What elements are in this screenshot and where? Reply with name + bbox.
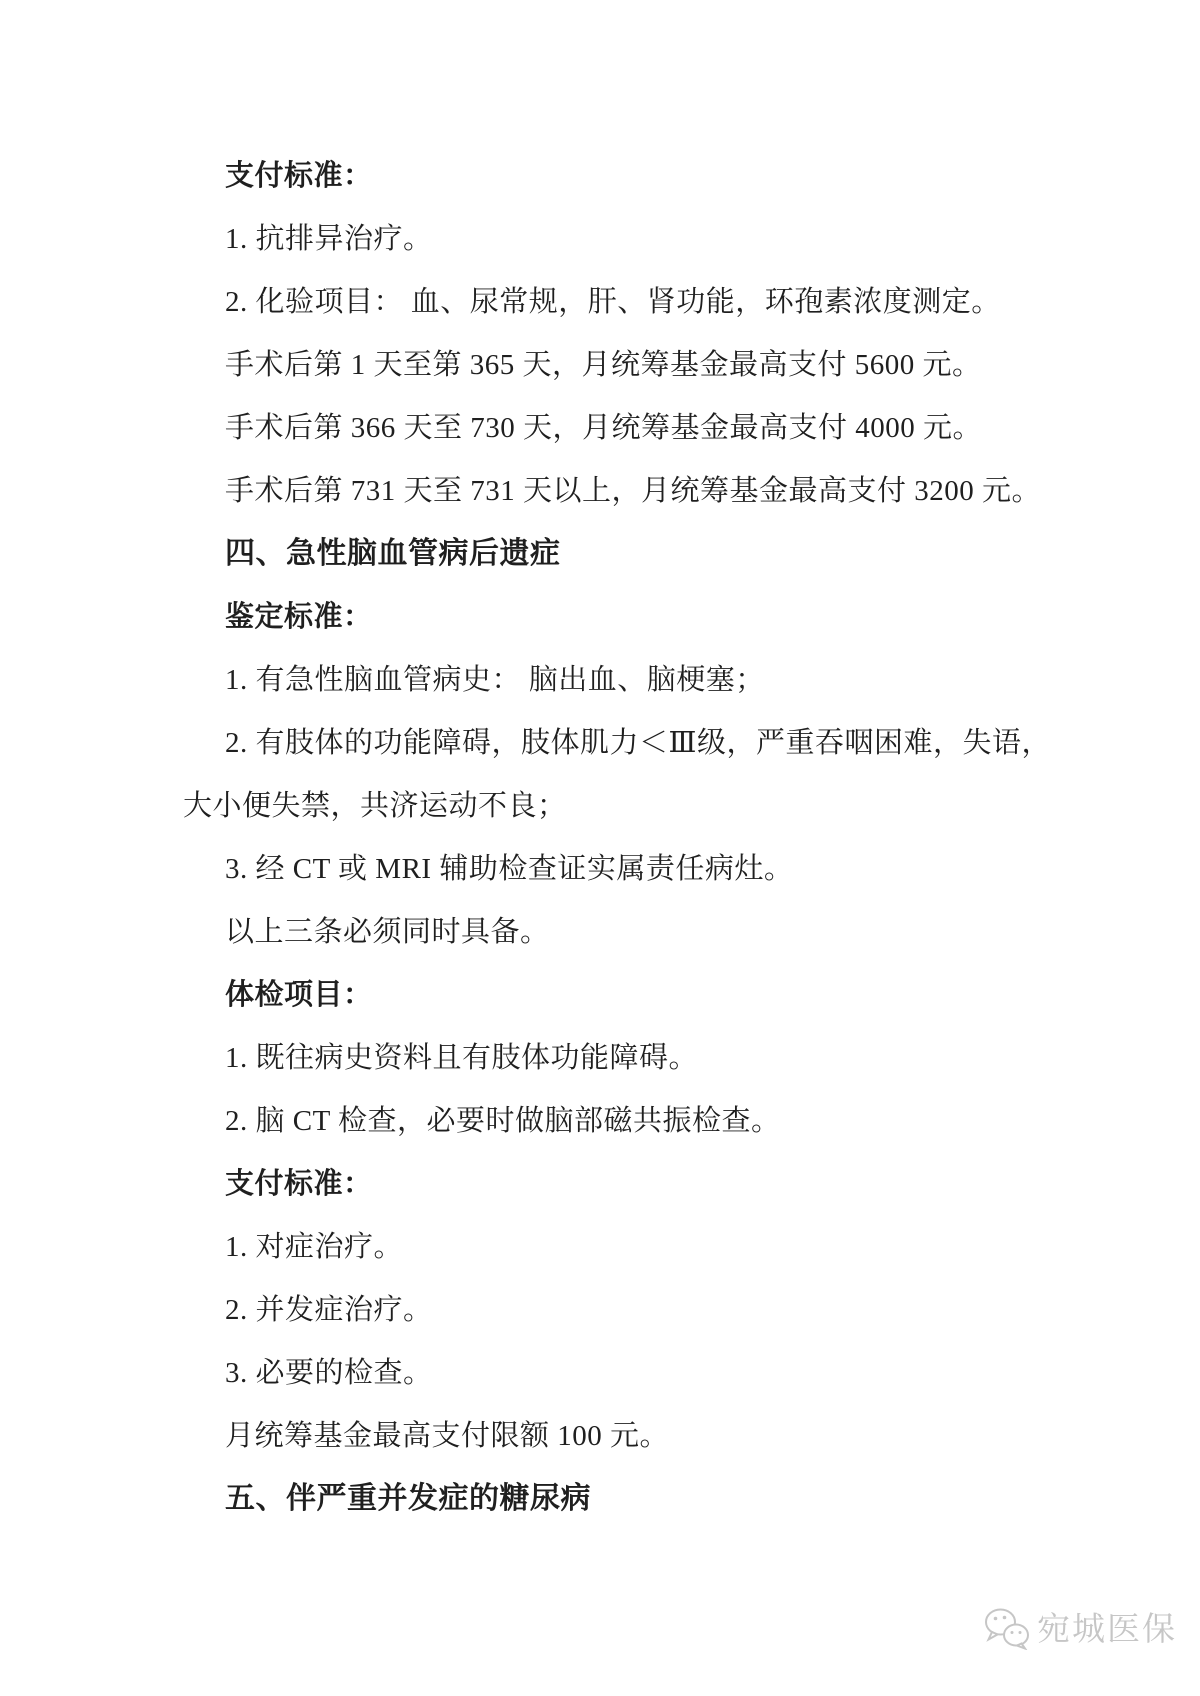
heading-payment-standard-2: 支付标准： bbox=[225, 1168, 373, 1200]
item-necessary-examination: 3. 必要的检查。 bbox=[225, 1357, 433, 1389]
document-body bbox=[183, 161, 1163, 1547]
section-title-diabetes-complications: 五、伴严重并发症的糖尿病 bbox=[225, 1482, 591, 1515]
para-postop-day731-plus: 手术后第 731 天至 731 天以上，月统筹基金最高支付 3200 元。 bbox=[225, 475, 1042, 507]
para-monthly-fund-limit: 月统筹基金最高支付限额 100 元。 bbox=[225, 1420, 670, 1452]
item-past-medical-history: 1. 既往病史资料且有肢体功能障碍。 bbox=[225, 1042, 699, 1074]
heading-physical-exam-items: 体检项目： bbox=[225, 979, 373, 1011]
item-anti-rejection-therapy: 1. 抗排异治疗。 bbox=[225, 223, 433, 255]
item-symptomatic-treatment: 1. 对症治疗。 bbox=[225, 1231, 404, 1263]
item-acute-cerebrovascular-history: 1. 有急性脑血管病史： 脑出血、脑梗塞； bbox=[225, 664, 765, 696]
item-brain-ct-exam: 2. 脑 CT 检查，必要时做脑部磁共振检查。 bbox=[225, 1105, 781, 1137]
item-limb-dysfunction: 2. 有肢体的功能障碍，肢体肌力＜Ⅲ级，严重吞咽困难，失语， bbox=[225, 727, 1051, 759]
item-complication-treatment: 2. 并发症治疗。 bbox=[225, 1294, 433, 1326]
item-ct-mri-confirmation: 3. 经 CT 或 MRI 辅助检查证实属责任病灶。 bbox=[225, 853, 794, 885]
item-limb-dysfunction-continuation: 大小便失禁，共济运动不良； bbox=[183, 790, 567, 822]
para-all-three-required: 以上三条必须同时具备。 bbox=[225, 916, 550, 948]
section-title-cerebrovascular-sequelae: 四、急性脑血管病后遗症 bbox=[225, 537, 561, 570]
para-postop-day366-730: 手术后第 366 天至 730 天，月统筹基金最高支付 4000 元。 bbox=[225, 412, 983, 444]
item-lab-tests: 2. 化验项目： 血、尿常规，肝、肾功能，环孢素浓度测定。 bbox=[225, 286, 1001, 318]
wechat-icon bbox=[984, 1608, 1030, 1650]
watermark-label: 宛城医保 bbox=[1037, 1610, 1177, 1647]
heading-payment-standard: 支付标准： bbox=[225, 160, 373, 192]
wechat-watermark bbox=[984, 1606, 1177, 1652]
heading-assessment-standard: 鉴定标准： bbox=[225, 601, 373, 633]
para-postop-day1-365: 手术后第 1 天至第 365 天，月统筹基金最高支付 5600 元。 bbox=[225, 349, 982, 381]
